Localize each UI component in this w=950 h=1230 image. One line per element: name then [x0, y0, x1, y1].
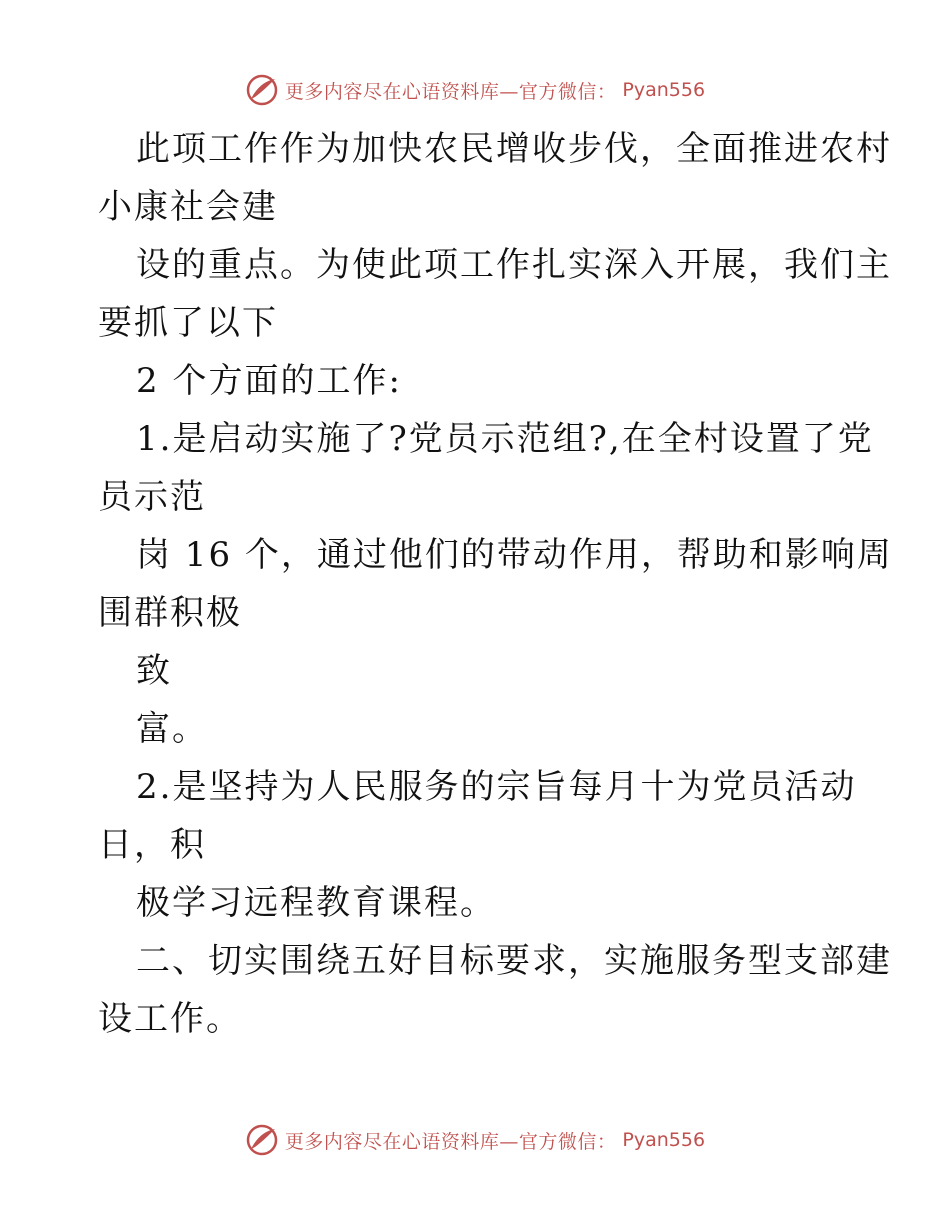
footer-banner — [0, 1120, 950, 1160]
text-line: 岗 16 个，通过他们的带动作用，帮助和影响周 — [136, 535, 893, 575]
text-line: 富。 — [136, 709, 208, 749]
text-line: 1.是启动实施了?党员示范组?,在全村设置了党 — [136, 419, 874, 459]
header-banner — [0, 70, 950, 110]
pen-logo-icon — [245, 1123, 279, 1157]
text-line: 2 个方面的工作: — [136, 361, 402, 401]
text-line: 2.是坚持为人民服务的宗旨每月十为党员活动 — [136, 767, 857, 807]
footer-banner-text: 更多内容尽在心语资料库—官方微信： — [284, 1130, 617, 1153]
pen-logo-icon — [245, 73, 279, 107]
text-line: 二、切实围绕五好目标要求，实施服务型支部建 — [136, 941, 892, 981]
header-wechat-id: Pyan556 — [622, 79, 706, 101]
footer-wechat-id: Pyan556 — [622, 1129, 706, 1151]
text-line: 围群积极 — [98, 593, 242, 633]
text-line: 此项工作作为加快农民增收步伐，全面推进农村 — [136, 129, 892, 169]
header-banner-text: 更多内容尽在心语资料库—官方微信： — [284, 80, 617, 103]
text-line: 要抓了以下 — [98, 303, 278, 343]
text-line: 设的重点。为使此项工作扎实深入开展，我们主 — [136, 245, 892, 285]
text-line: 极学习远程教育课程。 — [136, 883, 496, 923]
text-line: 员示范 — [98, 477, 206, 517]
text-line: 致 — [136, 651, 172, 691]
text-line: 日，积 — [98, 825, 206, 865]
document-body — [98, 120, 893, 1048]
text-line: 设工作。 — [98, 999, 242, 1039]
text-line: 小康社会建 — [98, 187, 278, 227]
